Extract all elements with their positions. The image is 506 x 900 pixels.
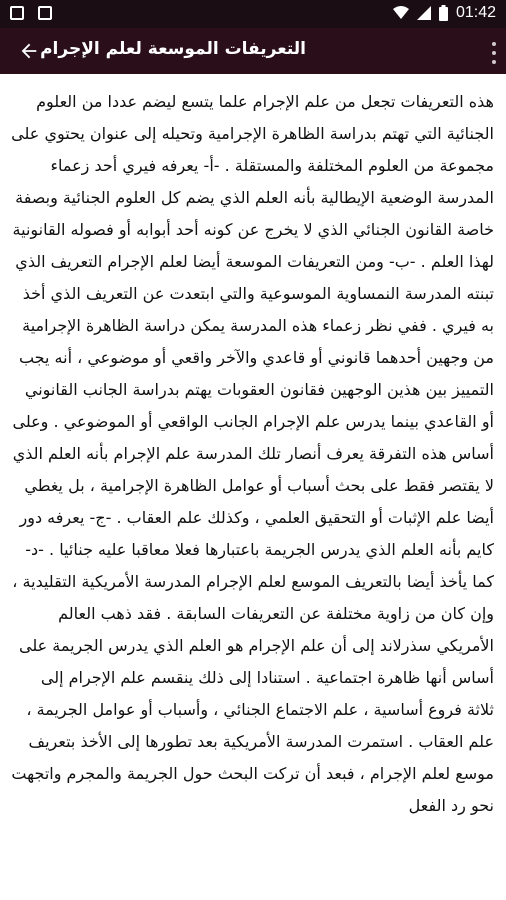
- status-time: 01:42: [455, 4, 496, 21]
- status-bar: [0, 0, 506, 28]
- notification-image-icon: [10, 6, 24, 20]
- arrow-left-icon[interactable]: [18, 40, 40, 62]
- battery-icon: [439, 5, 448, 21]
- notification-icons: [10, 6, 52, 20]
- article-container[interactable]: [0, 74, 506, 900]
- wifi-icon: [393, 6, 409, 20]
- app-bar: [0, 28, 506, 74]
- notification-image-icon-2: [38, 6, 52, 20]
- page-title: التعريفات الموسعة لعلم الإجرام: [40, 39, 306, 59]
- article-text: هذه التعريفات تجعل من علم الإجرام علما يتسع ليضم عددا من العلوم الجنائية التي تهتم بدراسة الظاهرة الإجرامية وتحيله إلى عنوان يحتوي على مجموعة من العلوم المختلفة والمستقلة . -أ- يعرفه فيري أحد زعماء المدرسة الوضعية الإيطالية بأنه العلم الذي يضم كل العلوم الجنائية وبصفة خاصة القانون الجنائي الذي لا يخرج عن كونه أحد أبوابه أو فصوله القانونية لهذا العلم . -ب- ومن التعريفات الموسعة أيضا لعلم الإجرام التعريف الذي تبنته المدرسة النمساوية الموسوعية والتي ابتعدت عن التعريف الذي أخذ به فيري . ففي نظر زعماء هذه المدرسة يمكن دراسة الظاهرة الإجرامية من وجهين أحدهما قانوني أو قاعدي والآخر واقعي أو موضوعي ، أنه يجب التمييز بين هذين الوجهين فقانون العقوبات يهتم بدراسة الجانب القانوني أو القاعدي بينما يدرس علم الإجرام الجانب الواقعي أو الموضوعي . وعلى أساس هذه التفرقة يعرف أنصار تلك المدرسة علم الإجرام بأنه العلم الذي لا يقتصر فقط على بحث أسباب أو عوامل الظاهرة الإجرامية ، بل يغطي أيضا علم الإثبات أو التحقيق العلمي ، وكذلك علم العقاب . -ج- يعرفه دور كايم بأنه العلم الذي يدرس الجريمة باعتبارها فعلا معاقبا عليه جنائيا . -د-كما يأخذ أيضا بالتعريف الموسع لعلم الإجرام المدرسة الأمريكية التقليدية ، وإن كان من زاوية مختلفة عن التعريفات السابقة . فقد ذهب العالم الأمريكي سذرلاند إلى أن علم الإجرام هو العلم الذي يدرس الجريمة على أساس أنها ظاهرة اجتماعية . استنادا إلى ذلك ينقسم علم الإجرام إلى ثلاثة فروع أساسية ، علم الاجتماع الجنائي ، وأسباب أو عوامل الجريمة ، علم العقاب . استمرت المدرسة الأمريكية بعد تطورها إلى الأخذ بتعريف موسع لعلم الإجرام ، فبعد أن تركت البحث حول الجريمة والمجرم واتجهت نحو رد الفعل: [11, 92, 494, 815]
- system-icons: [393, 4, 496, 22]
- signal-icon: [417, 6, 431, 20]
- more-vert-icon[interactable]: [492, 42, 498, 64]
